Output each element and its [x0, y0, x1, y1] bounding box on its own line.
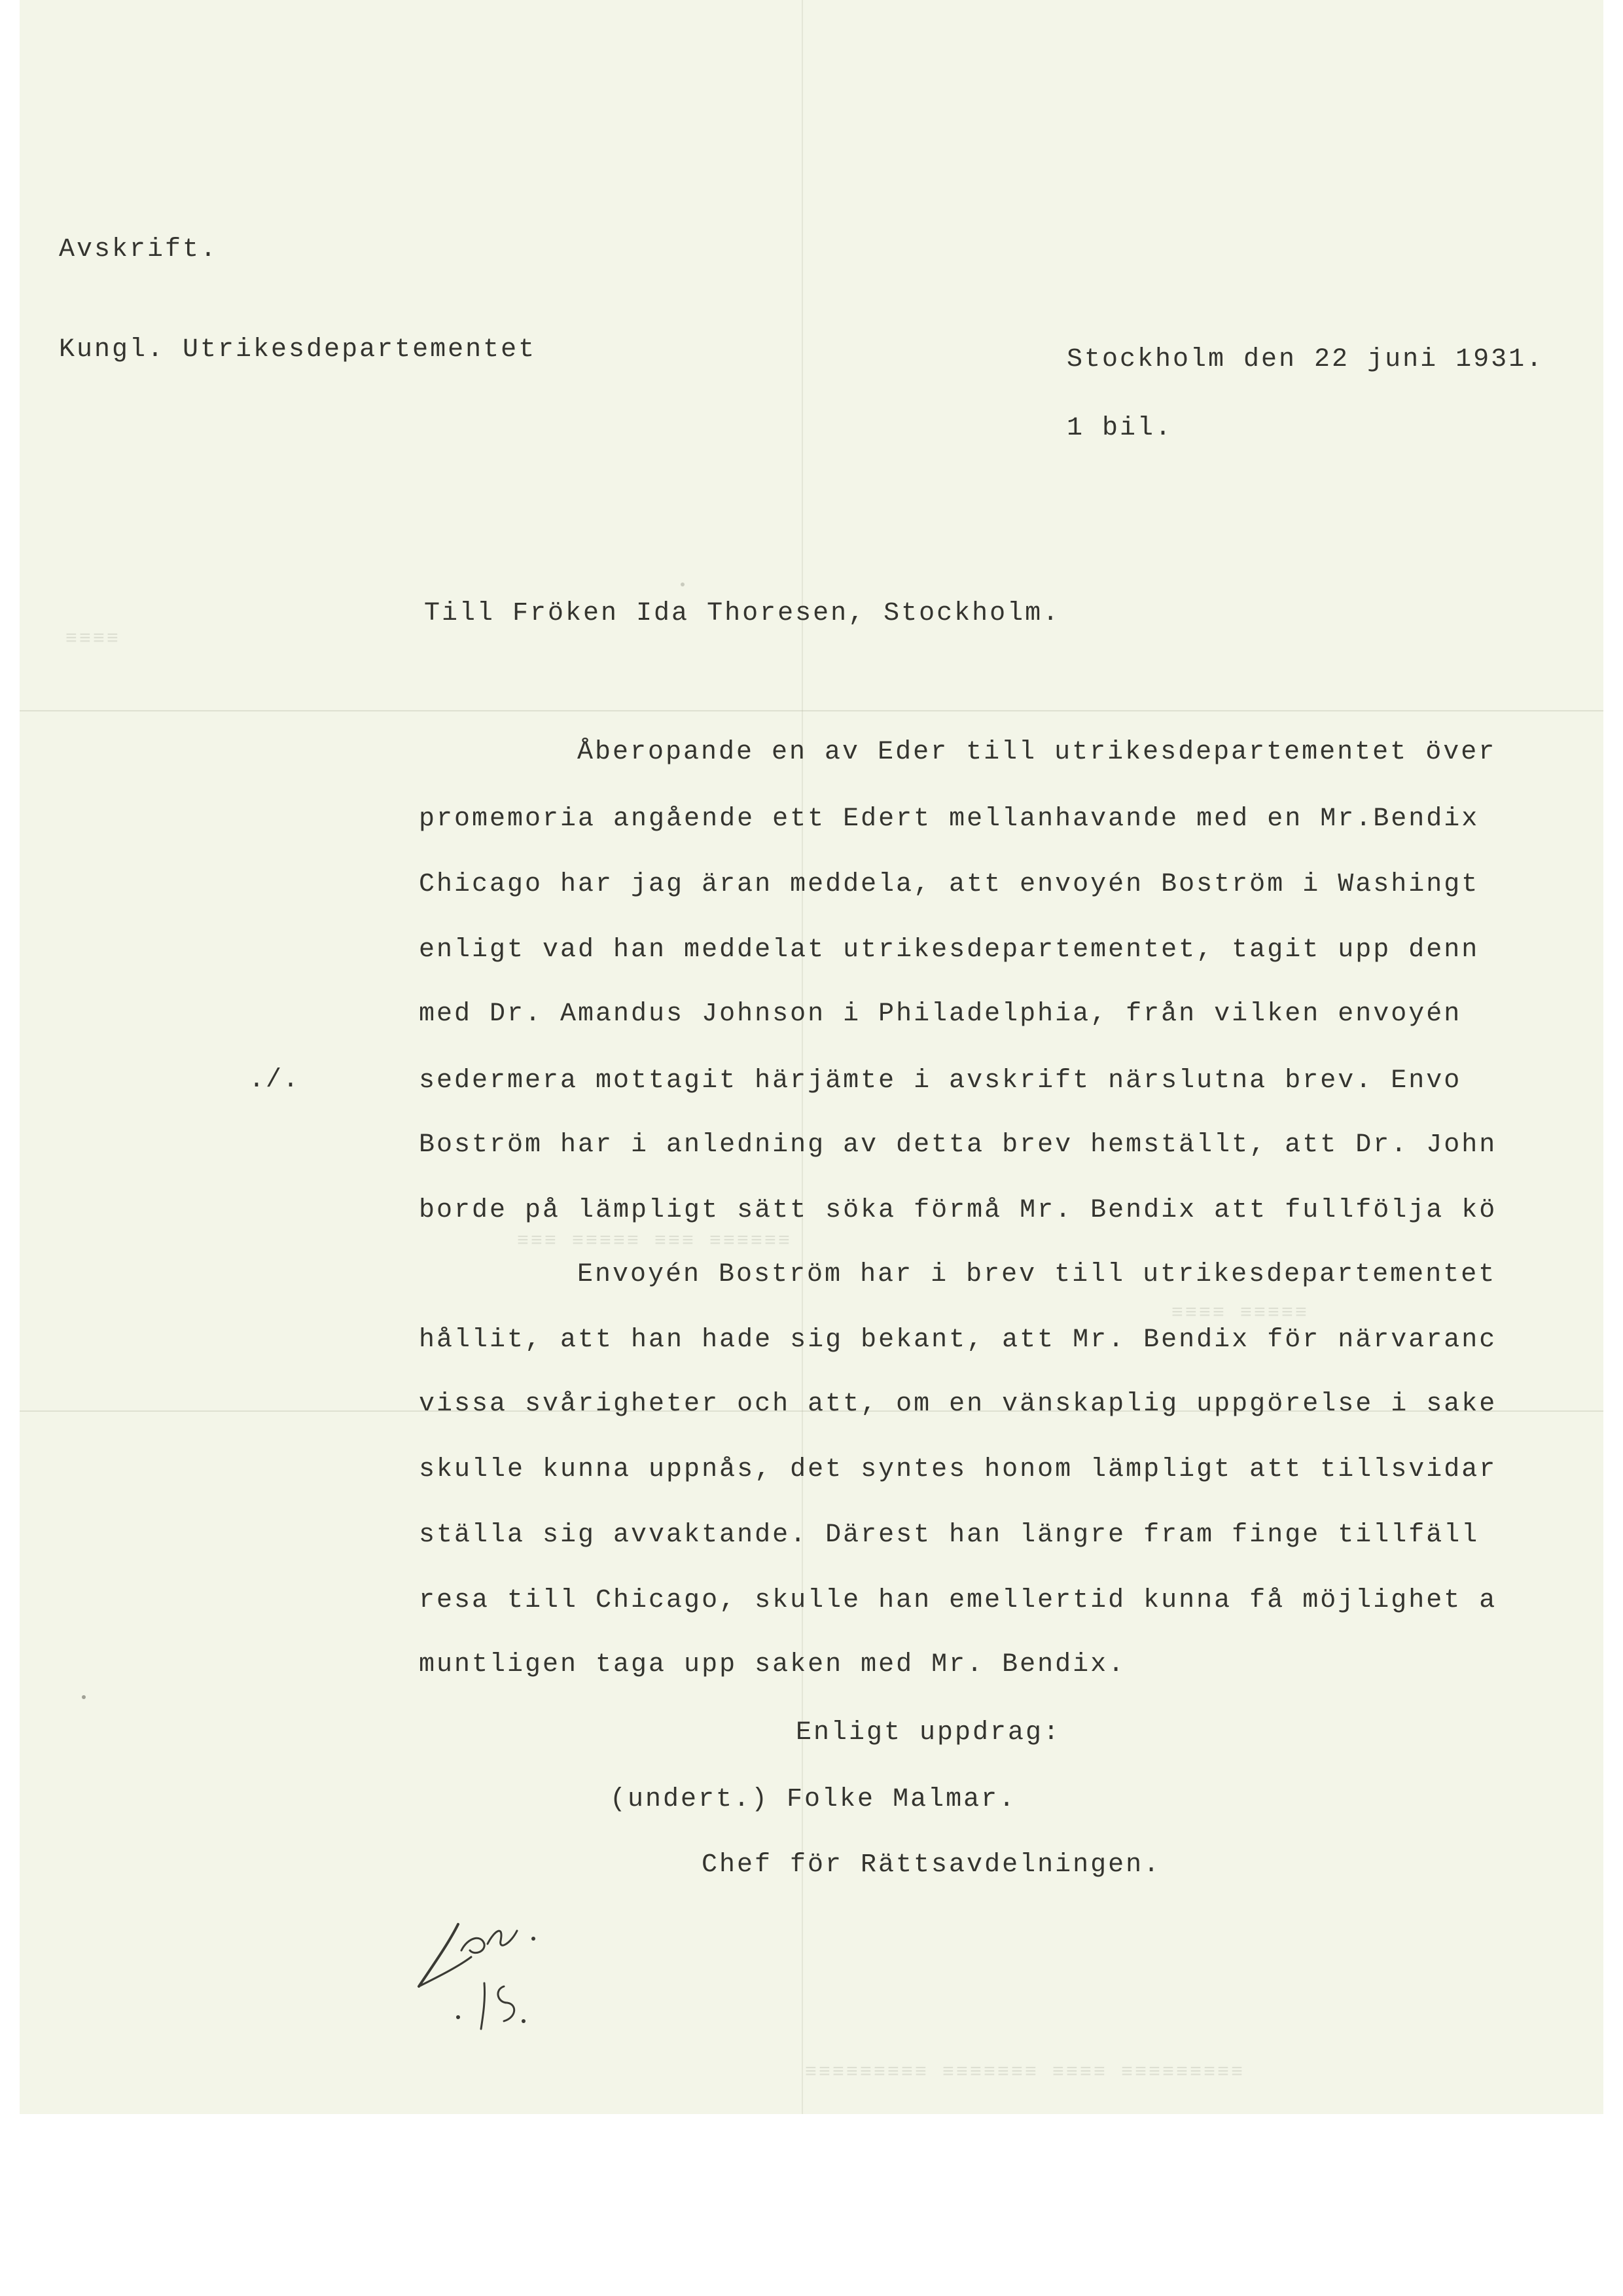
signature-line: (undert.) Folke Malmar. [610, 1785, 1017, 1814]
body-line: promemoria angående ett Edert mellanhavande med en Mr.Bendix [419, 804, 1480, 834]
place-and-date: Stockholm den 22 juni 1931. [1067, 345, 1544, 374]
body-line: resa till Chicago, skulle han emellertid kunna få möjlighet a [419, 1586, 1497, 1615]
body-line: Chicago har jag äran meddela, att envoyén Boström i Washingt [419, 870, 1480, 899]
closing-phrase: Enligt uppdrag: [796, 1718, 1061, 1748]
body-line: enligt vad han meddelat utrikesdepartementet, tagit upp denn [419, 935, 1480, 965]
body-line: skulle kunna uppnås, det syntes honom lämpligt att tillsvidar [419, 1455, 1497, 1484]
body-line: ställa sig avvaktande. Därest han längre fram finge tillfäll [419, 1520, 1480, 1550]
department-name: Kungl. Utrikesdepartementet [59, 335, 537, 365]
show-through-texture: ≡≡≡ ≡≡≡≡≡ ≡≡≡ ≡≡≡≡≡≡ [517, 1230, 793, 1253]
show-through-texture: ≡≡≡≡≡≡≡≡≡ ≡≡≡≡≡≡≡ ≡≡≡≡ ≡≡≡≡≡≡≡≡≡ [805, 2062, 1245, 2084]
addressee-line: Till Fröken Ida Thoresen, Stockholm. [424, 599, 1061, 628]
handwritten-initials [412, 1905, 582, 2036]
body-line: Boström har i anledning av detta brev hemställt, att Dr. John [419, 1130, 1497, 1160]
ink-speck [681, 583, 685, 586]
body-line: sedermera mottagit härjämte i avskrift närslutna brev. Envo [419, 1066, 1462, 1096]
show-through-texture: ≡≡≡≡ [65, 628, 121, 651]
body-line: vissa svårigheter och att, om en vänskaplig uppgörelse i sake [419, 1390, 1497, 1419]
document-heading: Avskrift. [59, 235, 219, 264]
body-line: borde på lämpligt sätt söka förmå Mr. Bendix att fullfölja kö [419, 1196, 1497, 1225]
body-line: muntligen taga upp saken med Mr. Bendix. [419, 1650, 1126, 1679]
body-line: hållit, att han hade sig bekant, att Mr. Bendix för närvaranc [419, 1325, 1497, 1355]
body-line: med Dr. Amandus Johnson i Philadelphia, från vilken envoyén [419, 999, 1462, 1029]
fold-line [20, 710, 1603, 711]
ink-speck [82, 1695, 86, 1699]
enclosure-margin-mark: ./. [249, 1066, 300, 1095]
enclosure-note: 1 bil. [1067, 414, 1173, 443]
show-through-texture: ≡≡≡≡ ≡≡≡≡≡ [1171, 1302, 1310, 1325]
body-line: Åberopande en av Eder till utrikesdepartementet över [577, 738, 1497, 767]
body-line: Envoyén Boström har i brev till utrikesdepartementet [577, 1260, 1497, 1289]
signer-title: Chef för Rättsavdelningen. [702, 1850, 1162, 1880]
